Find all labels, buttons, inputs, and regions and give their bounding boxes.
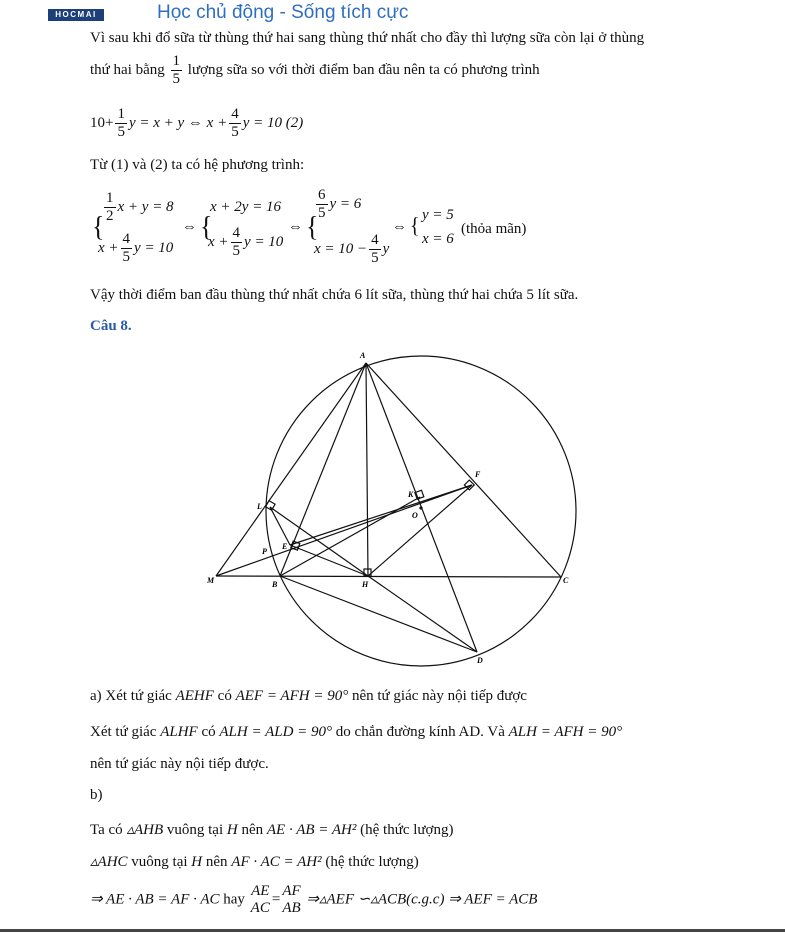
text: vuông tại [166, 822, 224, 838]
row-text: x = 10 − [314, 240, 368, 257]
circle-o [266, 356, 576, 666]
math: ⇒▵AEF ∽▵ACB(c.g.c) ⇒ AEF = ACB [306, 891, 538, 908]
math: ▵AHC [90, 854, 128, 870]
frac-num: 4 [371, 232, 379, 248]
math: AE · AB = AH² [266, 822, 357, 838]
equiv-symbol: ⇔ [392, 219, 407, 235]
math: ALH = AFH = 90° [508, 724, 623, 740]
math: AEF = AFH = 90° [235, 688, 349, 704]
frac-den: 5 [231, 124, 239, 140]
frac-num: 1 [106, 190, 114, 206]
row-text: x + y = 8 [117, 198, 174, 215]
segment-hd [368, 576, 477, 652]
frac-den: 5 [122, 249, 131, 265]
label-d: D [477, 656, 483, 665]
frac-num: AF [282, 883, 301, 899]
row-text: x + [98, 239, 119, 256]
row-text: y = 10 [244, 233, 284, 250]
fraction [282, 883, 300, 917]
math: AEHF [175, 688, 214, 704]
frac-den: 2 [106, 208, 114, 224]
text: nên tứ giác này nội tiếp được [351, 688, 527, 704]
label-e: E [282, 542, 288, 551]
math: H [191, 854, 203, 870]
frac-num: 4 [231, 106, 239, 122]
segment-bd [280, 576, 477, 652]
row-text: y = 6 [329, 195, 362, 212]
text: Xét tứ giác [90, 724, 157, 740]
segment-le [270, 507, 290, 545]
label-c: C [563, 576, 569, 585]
frac-num: 1 [172, 53, 181, 69]
part-b-line-2 [90, 852, 419, 871]
frac-den: 5 [172, 71, 181, 87]
frac-num: AE [251, 883, 270, 899]
label-l: L [257, 502, 262, 511]
conclusion: Vậy thời điểm ban đầu thùng thứ nhất chứa 6 lít sữa, thùng thứ hai chứa 5 lít sữa. [90, 287, 579, 303]
equals: = [271, 891, 281, 908]
part-b-line-3 [90, 883, 537, 917]
header-slogan: Học chủ động - Sống tích cực [157, 2, 409, 23]
row-text: y = 10 [134, 239, 174, 256]
frac-den: 5 [232, 243, 241, 259]
math: ▵AHB [126, 822, 164, 838]
right-angle-f [464, 480, 474, 490]
label-h: H [362, 580, 369, 589]
frac-num: 4 [232, 225, 241, 241]
question-heading: Câu 8. [90, 318, 132, 334]
label-b: B [272, 580, 278, 589]
text: (hệ thức lượng) [360, 822, 454, 838]
math: AF · AC = AH² [231, 854, 322, 870]
frac-num: 6 [318, 187, 326, 203]
frac-den: 5 [318, 205, 326, 221]
eq-text: y = x + y ⇔ x + [128, 114, 228, 131]
equiv-symbol: ⇔ [182, 219, 197, 235]
part-a-line-1 [90, 688, 527, 705]
text: có [201, 724, 216, 740]
label-a: A [360, 351, 366, 360]
segment-ef [290, 485, 472, 545]
footer-rule [0, 929, 785, 932]
math: ALHF [160, 724, 198, 740]
frac-num: 4 [122, 231, 131, 247]
text: hay [223, 891, 245, 908]
part-a-line-3: nên tứ giác này nội tiếp được. [90, 756, 269, 772]
row-text: x + [208, 233, 229, 250]
row-text: y = 5 [422, 207, 454, 223]
row-text: y [382, 240, 390, 257]
point-o [419, 506, 422, 509]
label-p: P [262, 547, 267, 556]
brace: { [306, 210, 319, 243]
segment-ac [366, 363, 561, 577]
frac-den: 5 [371, 250, 379, 266]
text: do chắn đường kính AD. Và [335, 724, 505, 740]
row-text: x = 6 [422, 231, 454, 247]
frac-den: AC [250, 900, 270, 916]
hocmai-logo: HOCMAI [48, 9, 104, 21]
frac-den: 5 [117, 124, 125, 140]
text: nên [241, 822, 264, 838]
label-m: M [207, 576, 215, 585]
text: lượng sữa so với thời điểm ban đầu nên ta có phương trình [187, 61, 540, 78]
label-o: O [412, 511, 418, 520]
right-angle-e [291, 541, 300, 550]
brace: { [410, 213, 420, 239]
text: thứ hai bằng [90, 61, 165, 78]
segment-mf [216, 485, 472, 576]
brace: { [92, 210, 105, 243]
label-f: F [475, 470, 481, 479]
label-k: K [408, 490, 414, 499]
segment-ah [366, 363, 368, 576]
text: Ta có [90, 822, 123, 838]
eq-text: 10+ [90, 114, 114, 131]
system-intro: Từ (1) và (2) ta có hệ phương trình: [90, 157, 305, 173]
text: (hệ thức lượng) [325, 854, 419, 870]
equiv-symbol: ⇔ [288, 219, 303, 235]
part-b-label: b) [90, 787, 103, 803]
segment-mc [216, 576, 561, 577]
right-angle-k [415, 490, 424, 499]
fraction [251, 883, 270, 917]
brace: { [200, 210, 213, 243]
text: vuông tại [131, 854, 188, 870]
part-b-line-1 [90, 820, 453, 839]
eq-text: y = 10 (2) [242, 114, 304, 131]
math: H [226, 822, 238, 838]
text: có [217, 688, 232, 704]
frac-den: AB [282, 900, 301, 916]
frac-num: 1 [117, 106, 125, 122]
text: nên [205, 854, 228, 870]
note: (thỏa mãn) [461, 221, 527, 237]
paragraph-line: Vì sau khi đổ sữa từ thùng thứ hai sang thùng thứ nhất cho đầy thì lượng sữa còn lại ở thùng [90, 30, 645, 46]
segment-bk [280, 497, 420, 576]
part-a-line-2 [90, 724, 622, 741]
math: ALH = ALD = 90° [219, 724, 333, 740]
math: ⇒ AE · AB = AF · AC [90, 891, 220, 908]
text: a) Xét tứ giác [90, 688, 172, 704]
segment-eh [290, 545, 368, 576]
row-text: x + 2y = 16 [210, 199, 282, 215]
